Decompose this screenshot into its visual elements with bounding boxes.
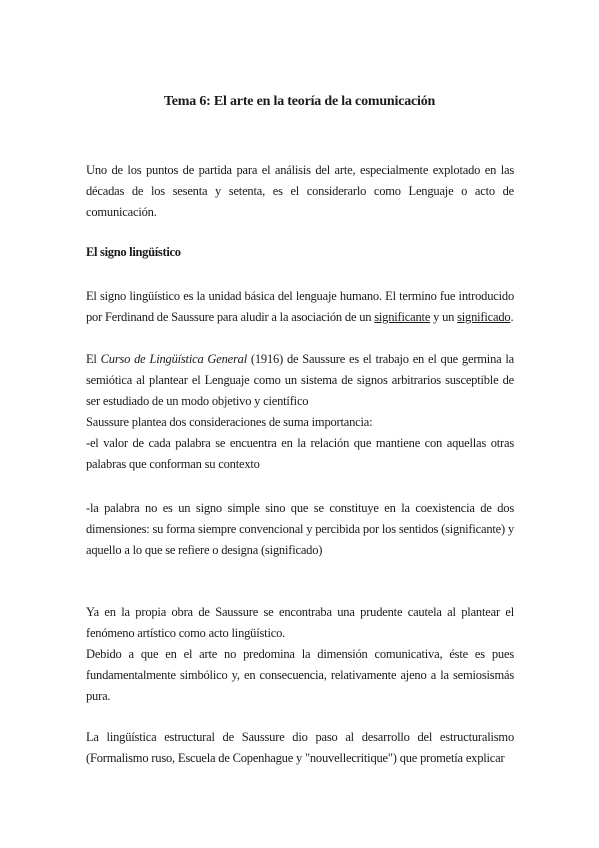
paragraph-text: (1916) de Saussure es el trabajo en el que germina la semiótica al plantear el Lenguaje como un sistema de signos arbitrarios susceptible de ser estudiado de un modo objetivo y científico [86,352,515,408]
paragraph-signo [86,286,514,328]
significado-link[interactable]: significado [457,310,511,324]
paragraph-curso [86,349,514,412]
paragraph-dimensiones: -la palabra no es un signo simple sino que se constituye en la coexistencia de dos dimensiones: su forma siempre convencional y percibida por los sentidos (significante) y aquello a lo que se refiere o designa (significado) [86,501,514,557]
paragraph-consideraciones: Saussure plantea dos consideraciones de suma importancia: [86,415,373,429]
significante-link[interactable]: significante [374,310,431,324]
paragraph-cautela: Ya en la propia obra de Saussure se encontraba una prudente cautela al plantear el fenómeno artístico como acto lingüístico. [86,605,514,640]
paragraph-text: El signo lingüístico es la unidad básica del lenguaje humano. El termino fue introducido por Ferdinand de Saussure para aludir a la asociación de un [86,289,514,324]
paragraph-estructuralismo: La lingüística estructural de Saussure dio paso al desarrollo del estructuralismo (Formalismo ruso, Escuela de Copenhague y "nouvellecritique") que prometía explicar [86,730,514,765]
intro-paragraph: Uno de los puntos de partida para el análisis del arte, especialmente explotado en las décadas de los sesenta y setenta, es el considerarlo como Lenguaje o acto de comunicación. [86,163,514,219]
section-heading: El signo lingüístico [86,245,181,259]
paragraph-text: El [86,352,101,366]
paragraph-text: y un [430,310,458,324]
paragraph-text: . [510,310,514,324]
paragraph-simbolico: Debido a que en el arte no predomina la dimensión comunicativa, éste es pues fundamentalmente simbólico y, en consecuencia, relativamente ajeno a la semiosismás pura. [86,647,514,703]
document-title: Tema 6: El arte en la teoría de la comunicación [163,94,436,109]
paragraph-valor: -el valor de cada palabra se encuentra en la relación que mantiene con aquellas otras palabras que conforman su contexto [86,436,514,471]
book-title: Curso de Lingüística General [100,352,247,366]
